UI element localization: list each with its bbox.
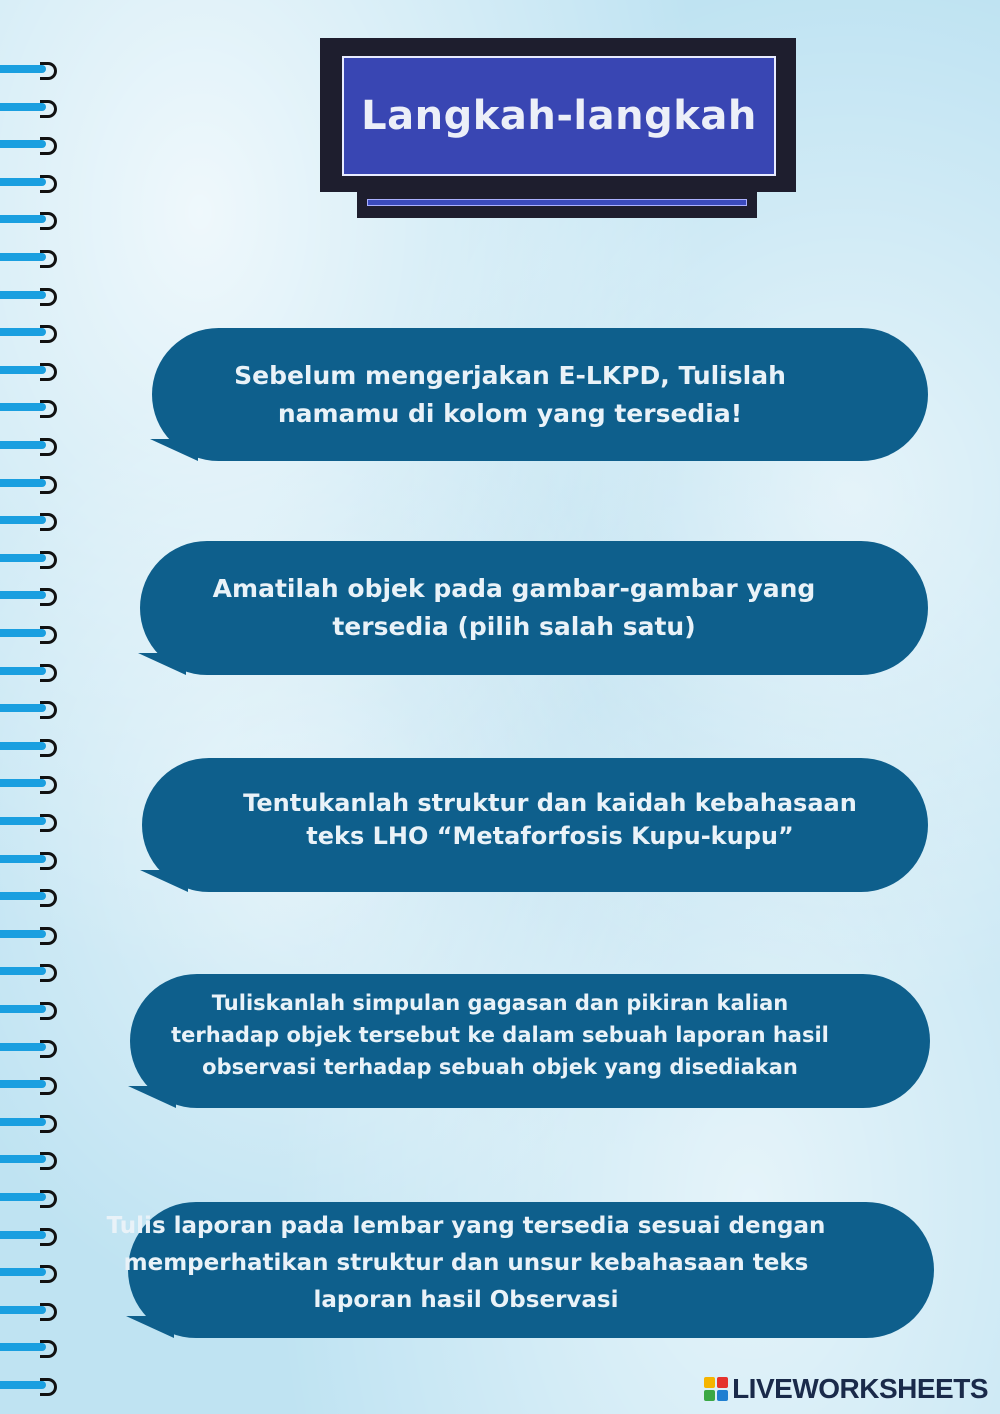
spiral-ring (0, 175, 62, 189)
step-4-line-1: Tuliskanlah simpulan gagasan dan pikiran kalian (211, 991, 789, 1015)
spiral-ring (0, 363, 62, 377)
spiral-ring (0, 1340, 62, 1354)
spiral-ring (0, 551, 62, 565)
spiral-ring (0, 1002, 62, 1016)
spiral-ring (0, 137, 62, 151)
spiral-ring (0, 212, 62, 226)
step-bubble-4 (130, 974, 930, 1108)
step-bubble-2 (140, 541, 928, 675)
spiral-ring (0, 476, 62, 490)
step-5-line-3: laporan hasil Observasi (313, 1286, 619, 1313)
liveworksheets-logo-icon (704, 1377, 728, 1401)
logo-text: LIVEWORKSHEETS (732, 1373, 988, 1404)
spiral-ring (0, 588, 62, 602)
spiral-ring (0, 664, 62, 678)
step-1-line-1: Sebelum mengerjakan E-LKPD, Tulislah (234, 360, 786, 390)
spiral-ring (0, 1115, 62, 1129)
spiral-ring (0, 739, 62, 753)
spiral-ring (0, 100, 62, 114)
spiral-ring (0, 1378, 62, 1392)
step-3-line-1: Tentukanlah struktur dan kaidah kebahasaan (243, 789, 857, 817)
spiral-ring (0, 927, 62, 941)
step-bubble-1 (152, 328, 928, 461)
spiral-ring (0, 1077, 62, 1091)
spiral-ring (0, 1228, 62, 1242)
spiral-ring (0, 814, 62, 828)
spiral-ring (0, 438, 62, 452)
spiral-ring (0, 1152, 62, 1166)
step-2-line-1: Amatilah objek pada gambar-gambar yang (212, 574, 816, 603)
spiral-ring (0, 626, 62, 640)
liveworksheets-logo[interactable] (704, 1372, 988, 1406)
spiral-ring (0, 776, 62, 790)
step-5-line-2: memperhatikan struktur dan unsur kebahasaan teks (123, 1249, 809, 1276)
title-plaque (320, 38, 796, 192)
spiral-ring (0, 62, 62, 76)
step-5-line-1: Tulis laporan pada lembar yang tersedia sesuai dengan (106, 1212, 826, 1239)
spiral-ring (0, 250, 62, 264)
spiral-ring (0, 400, 62, 414)
page-title: Langkah-langkah (361, 93, 757, 139)
step-2-line-2: tersedia (pilih salah satu) (332, 612, 696, 641)
spiral-ring (0, 964, 62, 978)
spiral-ring (0, 1040, 62, 1054)
spiral-ring (0, 325, 62, 339)
step-3-line-2: teks LHO “Metaforfosis Kupu-kupu” (306, 822, 794, 850)
spiral-ring (0, 701, 62, 715)
step-bubble-5 (106, 1202, 934, 1338)
spiral-ring (0, 852, 62, 866)
step-1-line-2: namamu di kolom yang tersedia! (277, 398, 743, 428)
step-4-line-3: observasi terhadap sebuah objek yang disediakan (202, 1055, 798, 1079)
spiral-ring (0, 288, 62, 302)
spiral-ring (0, 1265, 62, 1279)
spiral-binding (0, 62, 70, 1414)
spiral-ring (0, 513, 62, 527)
step-bubble-3 (142, 758, 928, 892)
spiral-ring (0, 1303, 62, 1317)
spiral-ring (0, 889, 62, 903)
spiral-ring (0, 1190, 62, 1204)
step-4-line-2: terhadap objek tersebut ke dalam sebuah laporan hasil (171, 1023, 829, 1047)
